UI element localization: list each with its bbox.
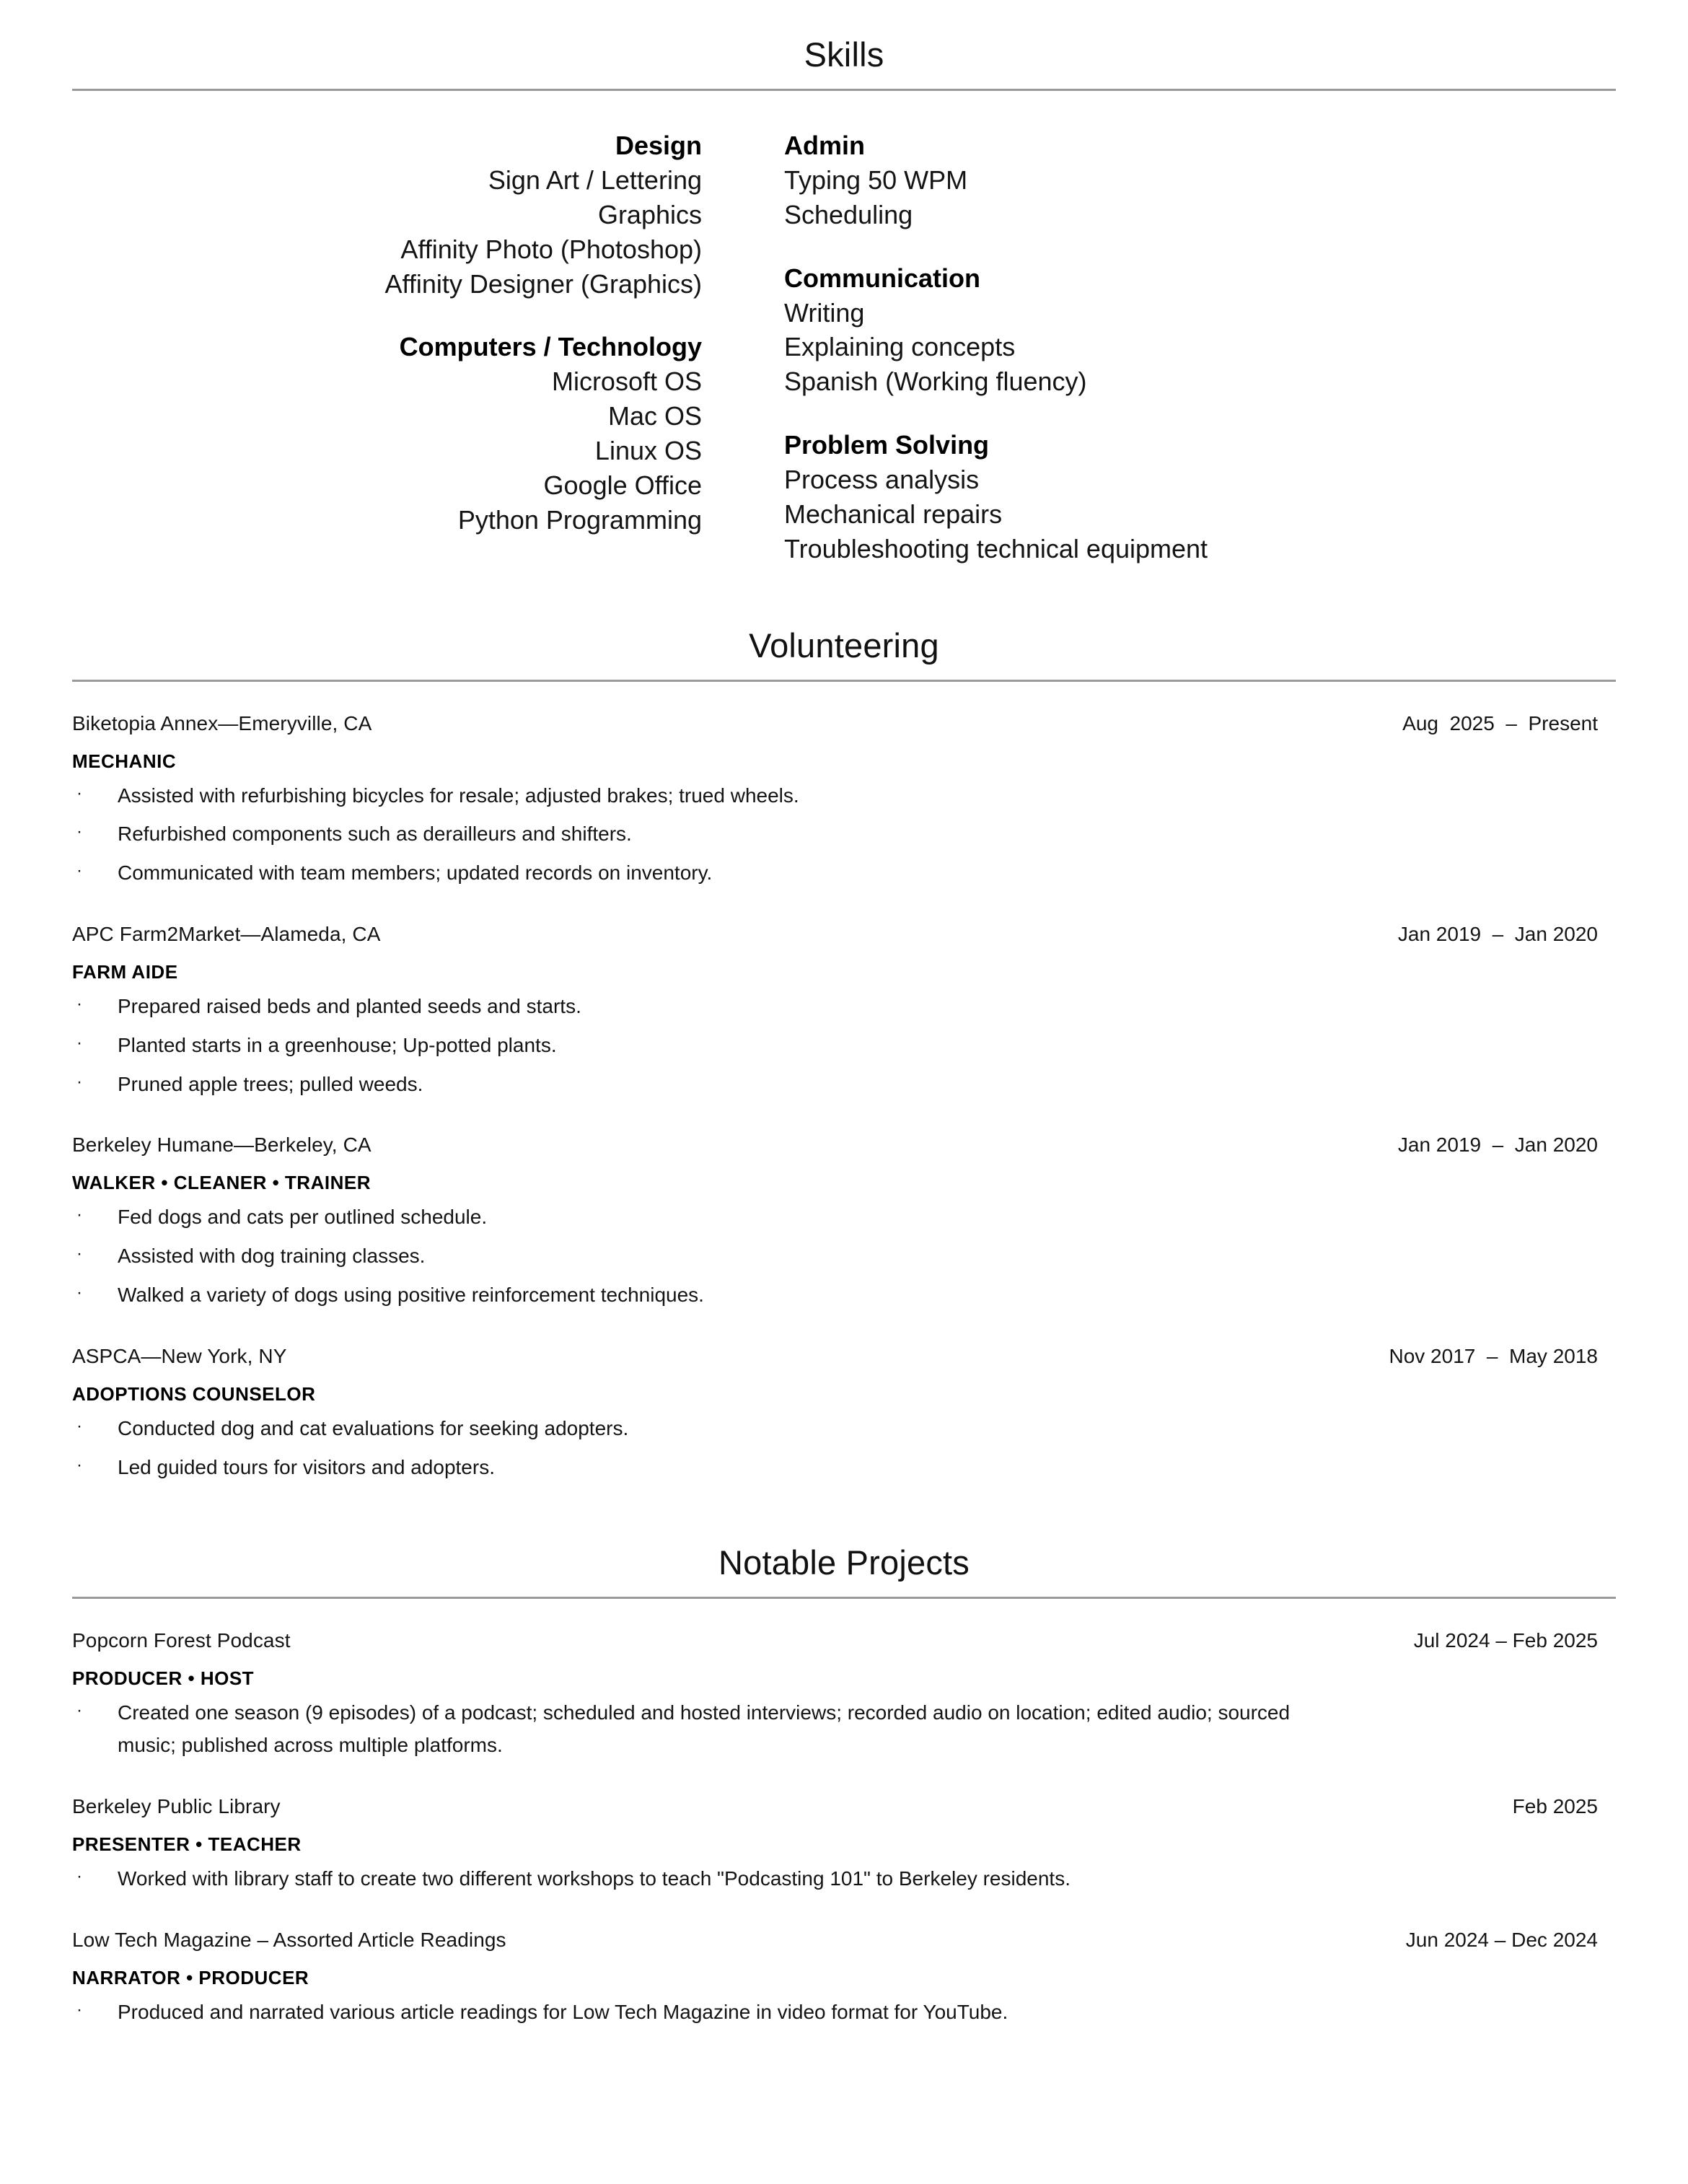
entry-organization: Berkeley Humane—Berkeley, CA bbox=[72, 1133, 372, 1157]
entry bbox=[72, 712, 1616, 890]
skill-item: Graphics bbox=[597, 199, 702, 229]
entry-bullet-text: Assisted with refurbishing bicycles for resale; adjusted brakes; trued wheels. bbox=[118, 784, 799, 807]
skill-item: Mechanical repairs bbox=[784, 499, 1003, 529]
entry-organization: Biketopia Annex—Emeryville, CA bbox=[72, 711, 372, 734]
entry-bullet-list bbox=[72, 1996, 1616, 2029]
skill-item: Python Programming bbox=[457, 504, 702, 535]
entry-bullet bbox=[72, 1201, 1616, 1234]
skill-group bbox=[784, 428, 1433, 566]
skill-group-title: Communication bbox=[784, 263, 981, 293]
skill-item: Typing 50 WPM bbox=[784, 165, 968, 195]
entry-bullet-text: Communicated with team members; updated records on inventory. bbox=[118, 861, 713, 885]
entry-organization: APC Farm2Market—Alameda, CA bbox=[72, 923, 381, 946]
skills-right-column bbox=[784, 128, 1433, 566]
spacer-before-volunteering bbox=[0, 566, 1688, 628]
notable-projects-section bbox=[0, 1545, 1688, 2028]
skill-item: Linux OS bbox=[594, 436, 702, 465]
skill-item: Google Office bbox=[543, 470, 702, 500]
volunteering-heading: Volunteering bbox=[749, 626, 939, 665]
entry-bullet-text: Conducted dog and cat evaluations for seeking adopters. bbox=[118, 1416, 629, 1439]
volunteering-entries bbox=[0, 682, 1688, 1484]
bullet-dot-icon: · bbox=[76, 1701, 82, 1721]
entry-header bbox=[72, 1795, 1616, 1818]
entry-bullet-text: Led guided tours for visitors and adopters. bbox=[118, 1455, 495, 1478]
entry bbox=[72, 1629, 1616, 1762]
entry-role: NARRATOR • PRODUCER bbox=[72, 1966, 309, 1988]
notable-projects-heading: Notable Projects bbox=[718, 1543, 970, 1582]
entry-bullet-text: Prepared raised beds and planted seeds and starts. bbox=[118, 995, 581, 1018]
entry-bullet bbox=[72, 1279, 1616, 1312]
volunteering-section bbox=[0, 628, 1688, 1484]
entry-bullet bbox=[72, 857, 1616, 890]
entry-bullet bbox=[72, 991, 1616, 1023]
entry-date-range: Jun 2024 – Dec 2024 bbox=[1405, 1928, 1598, 1951]
bullet-dot-icon: · bbox=[76, 1416, 82, 1436]
entry-bullet bbox=[72, 1240, 1616, 1273]
entry-date-range: Feb 2025 bbox=[1512, 1794, 1598, 1817]
entry bbox=[72, 923, 1616, 1100]
entry-header bbox=[72, 1345, 1616, 1368]
skill-item: Process analysis bbox=[784, 465, 980, 494]
bullet-dot-icon: · bbox=[76, 1032, 82, 1053]
entry bbox=[72, 1133, 1616, 1311]
notable-projects-entries bbox=[0, 1599, 1688, 2028]
entry-bullet bbox=[72, 1413, 1616, 1445]
entry-bullet-text: Refurbished components such as derailleurs and shifters. bbox=[118, 823, 632, 846]
bullet-dot-icon: · bbox=[76, 822, 82, 842]
skill-item: Spanish (Working fluency) bbox=[784, 367, 1087, 397]
skill-group bbox=[784, 128, 1433, 232]
spacer-before-projects bbox=[0, 1483, 1688, 1545]
skill-item: Mac OS bbox=[607, 401, 702, 431]
entry-header bbox=[72, 1929, 1616, 1952]
entry-organization: Berkeley Public Library bbox=[72, 1794, 281, 1817]
bullet-dot-icon: · bbox=[76, 1071, 82, 1092]
skill-item: Affinity Photo (Photoshop) bbox=[400, 234, 702, 264]
skill-item: Microsoft OS bbox=[551, 367, 702, 397]
entry-role: ADOPTIONS COUNSELOR bbox=[72, 1382, 316, 1405]
entry-role: WALKER • CLEANER • TRAINER bbox=[72, 1172, 371, 1194]
bullet-dot-icon: · bbox=[76, 861, 82, 881]
entry-bullet-list bbox=[72, 1413, 1616, 1484]
entry-bullet-list bbox=[72, 780, 1616, 890]
bullet-dot-icon: · bbox=[76, 1205, 82, 1225]
entry-bullet bbox=[72, 1697, 1616, 1762]
skill-group-title: Design bbox=[615, 131, 702, 160]
skill-group bbox=[255, 128, 702, 301]
entry-bullet bbox=[72, 818, 1616, 851]
skills-heading: Skills bbox=[804, 35, 884, 74]
entry-bullet-text: Assisted with dog training classes. bbox=[118, 1245, 426, 1268]
entry-bullet bbox=[72, 1030, 1616, 1062]
entry-bullet-text: Produced and narrated various article readings for Low Tech Magazine in video format for YouTube. bbox=[118, 2000, 1008, 2023]
entry-organization: Popcorn Forest Podcast bbox=[72, 1629, 291, 1652]
skill-item: Explaining concepts bbox=[784, 332, 1016, 362]
entry-bullet-text: Created one season (9 episodes) of a podcast; scheduled and hosted interviews; recorded audio on location; edited audio; sourced music; published across multiple platforms. bbox=[118, 1701, 1291, 1757]
bullet-dot-icon: · bbox=[76, 1283, 82, 1302]
skill-group bbox=[784, 261, 1433, 400]
entry-date-range: Aug 2025 – Present bbox=[1402, 711, 1598, 734]
skills-section bbox=[0, 0, 1688, 566]
entry-date-range: Jan 2019 – Jan 2020 bbox=[1397, 923, 1598, 946]
entry-organization: ASPCA—New York, NY bbox=[72, 1344, 287, 1367]
entry-bullet bbox=[72, 1863, 1616, 1895]
entry bbox=[72, 1795, 1616, 1895]
entry-bullet-list bbox=[72, 1201, 1616, 1311]
entry-bullet-text: Fed dogs and cats per outlined schedule. bbox=[118, 1206, 488, 1229]
entry-bullet bbox=[72, 1069, 1616, 1101]
entry-date-range: Nov 2017 – May 2018 bbox=[1389, 1344, 1598, 1367]
skill-group-title: Computers / Technology bbox=[399, 332, 702, 362]
entry-bullet-list bbox=[72, 1697, 1616, 1762]
entry-role: MECHANIC bbox=[72, 750, 177, 772]
entry-bullet bbox=[72, 780, 1616, 812]
entry bbox=[72, 1929, 1616, 2029]
entry-organization: Low Tech Magazine – Assorted Article Readings bbox=[72, 1928, 506, 1951]
entry-header bbox=[72, 923, 1616, 946]
entry-role: FARM AIDE bbox=[72, 961, 178, 983]
bullet-dot-icon: · bbox=[76, 783, 82, 803]
skill-group-title: Problem Solving bbox=[784, 430, 990, 460]
entry-bullet-list bbox=[72, 991, 1616, 1100]
skill-group bbox=[255, 330, 702, 537]
skills-columns bbox=[0, 91, 1688, 566]
entry-role: PRESENTER • TEACHER bbox=[72, 1833, 302, 1855]
bullet-dot-icon: · bbox=[76, 1999, 82, 2019]
entry-bullet bbox=[72, 1996, 1616, 2029]
skills-left-column bbox=[255, 128, 702, 538]
entry bbox=[72, 1345, 1616, 1484]
entry-bullet-text: Planted starts in a greenhouse; Up-potted plants. bbox=[118, 1033, 557, 1056]
skill-item: Writing bbox=[784, 297, 865, 328]
bullet-dot-icon: · bbox=[76, 1866, 82, 1886]
skill-item: Sign Art / Lettering bbox=[488, 165, 702, 195]
entry-date-range: Jan 2019 – Jan 2020 bbox=[1397, 1133, 1598, 1157]
entry-bullet-text: Walked a variety of dogs using positive reinforcement techniques. bbox=[118, 1284, 704, 1306]
bullet-dot-icon: · bbox=[76, 994, 82, 1014]
entry-role: PRODUCER • HOST bbox=[72, 1667, 255, 1690]
entry-date-range: Jul 2024 – Feb 2025 bbox=[1413, 1629, 1598, 1652]
skill-item: Scheduling bbox=[784, 199, 913, 229]
bullet-dot-icon: · bbox=[76, 1455, 82, 1475]
entry-bullet-text: Worked with library staff to create two different workshops to teach "Podcasting 101" to Berkeley residents. bbox=[118, 1867, 1071, 1890]
entry-header bbox=[72, 1133, 1616, 1157]
entry-header bbox=[72, 712, 1616, 735]
entry-bullet bbox=[72, 1452, 1616, 1484]
skill-group-title: Admin bbox=[784, 131, 865, 160]
skill-item: Affinity Designer (Graphics) bbox=[384, 268, 702, 299]
skill-item: Troubleshooting technical equipment bbox=[784, 533, 1208, 563]
entry-bullet-text: Pruned apple trees; pulled weeds. bbox=[118, 1072, 423, 1095]
bullet-dot-icon: · bbox=[76, 1244, 82, 1264]
entry-bullet-list bbox=[72, 1863, 1616, 1895]
entry-header bbox=[72, 1629, 1616, 1652]
